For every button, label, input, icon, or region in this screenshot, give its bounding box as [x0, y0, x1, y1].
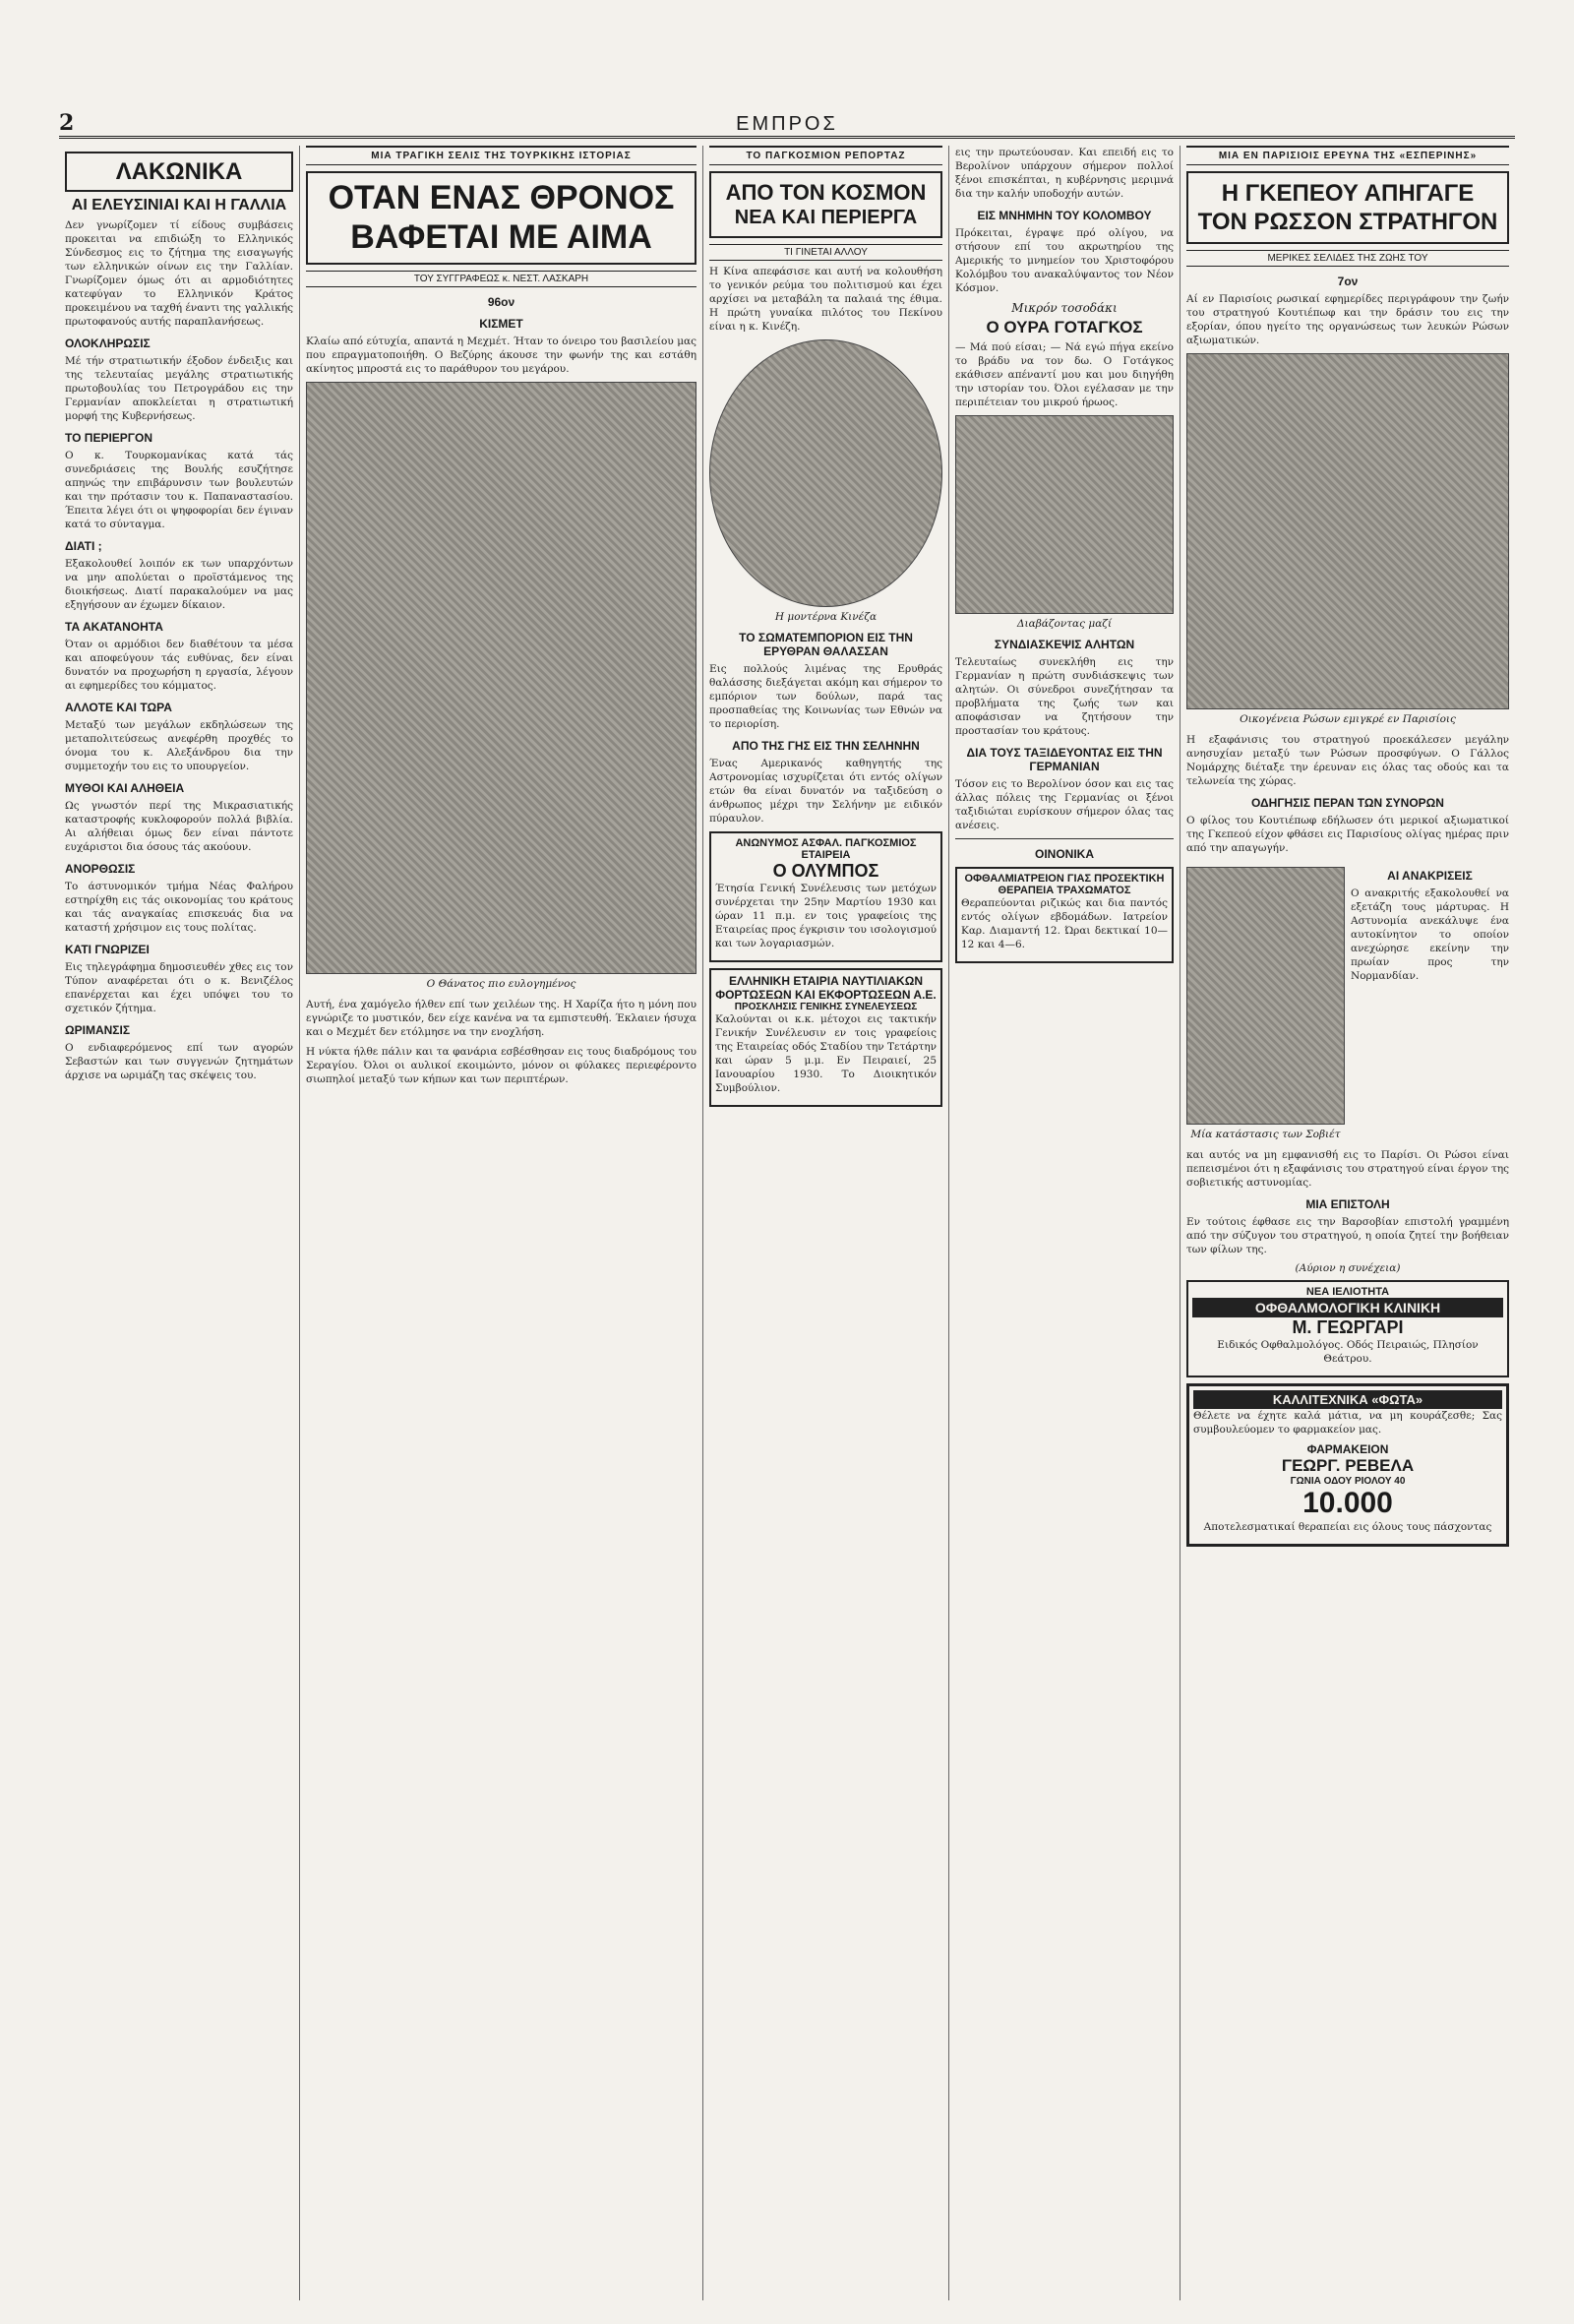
section-text: Εις τηλεγράφημα δημοσιευθέν χθες εις τον Τύπον αναφέρεται ότι ο κ. Βενιζέλος επανέρχεται και έχει υπόψει του το σχετικόν ζήτημα. — [65, 960, 293, 1014]
section-text: Ως γνωστόν περί της Μικρασιατικής καταστροφής κυκλοφορούν πολλά βιβλία. Αι αλήθειαι όμως δεν είναι πάντοτε ευχάριστοι δια όσους τάς ακούουν. — [65, 799, 293, 853]
installment-number: 96ον — [487, 295, 515, 310]
photo-row — [1186, 861, 1509, 1148]
section-heading: ΑΝΟΡΘΩΣΙΣ — [65, 861, 136, 876]
intro-text: Κλαίω από εύτυχία, απαντά η Μεχμέτ. Ήταν το όνειρο του βασιλείου μας που επραγματοποιήθη. Ο Βεζύρης άκουσε την φωνήν της και εστάθη ακίνητος μπροστά εις το παράθυρον του μεγάρου. — [306, 336, 696, 376]
headline-line-1: Η ΓΚΕΠΕΟΥ ΑΠΗΓΑΓΕ — [1221, 180, 1475, 207]
photo-caption: Ο Θάνατος πιο ευλογημένος — [426, 978, 576, 991]
article-text: Η νύκτα ήλθε πάλιν και τα φανάρια εσβέσθησαν εις τους διαδρόμους του Σεραγίου. Όλοι οι αυλικοί εκοιμώντο, μόνον οι φύλακες περιεφέροντο σιωπηλοί μεταξύ των κήπων και των περιπτέρων. — [306, 1046, 696, 1086]
notice-subtitle: ΠΡΟΣΚΛΗΣΙΣ ΓΕΝΙΚΗΣ ΣΥΝΕΛΕΥΣΕΩΣ — [734, 1002, 918, 1013]
article-text: Ένας Αμερικανός καθηγητής της Αστρονομίας ισχυρίζεται ότι εντός ολίγων ετών θα είναι δυνατόν να ταξιδεύση ο άνθρωπος μέχρι την Σελήνην με ειδικόν πύραυλον. — [709, 758, 942, 826]
lead-heading: ΑΙ ΕΛΕΥΣΙΝΙΑΙ ΚΑΙ Η ΓΑΛΛΙΑ — [71, 197, 287, 214]
article-text: Εις πολλούς λιμένας της Ερυθράς θαλάσσης διεξάγεται ακόμη και σήμερον το εμπόριον των δούλων, παρά τας προσπαθείας της Κοινωνίας των Εθνών να το περιορίση. — [709, 663, 942, 731]
newspaper-name: ΕΜΠΡΟΣ — [736, 113, 838, 135]
photo-caption: Μία κατάστασις των Σοβιέτ — [1190, 1129, 1341, 1141]
ad-text: Έτησία Γενική Συνέλευσις των μετόχων συνέρχεται την 25ην Μαρτίου 1930 και ώραν 11 π.μ. εν τοις γραφείοις της Εταιρείας προς έγκρισιν του ισολογισμού και των λογαριασμών. — [715, 883, 937, 950]
ad-label: ΟΙΝΟΝΙΚΑ — [1035, 846, 1094, 861]
column-paris-investigation — [1180, 146, 1515, 2300]
article-text: Αυτή, ένα χαμόγελο ήλθεν επί των χειλέων της. Η Χαρίζα ήτο η μόνη που εγνώριζε το μυστικόν, δεν είχε κανένα να τα εμπιστευθή. Έκλαιεν ήσυχα και ο Μεχμέτ δεν ετόλμησε να την ενοχλήση. — [306, 999, 696, 1039]
soviet-photo — [1186, 867, 1345, 1125]
ad-title: ΑΝΩΝΥΜΟΣ ΑΣΦΑΛ. ΠΑΓΚΟΣΜΙΟΣ ΕΤΑΙΡΕΙΑ — [735, 837, 917, 862]
sub-heading: ΟΔΗΓΗΣΙΣ ΠΕΡΑΝ ΤΩΝ ΣΥΝΟΡΩΝ — [1251, 796, 1444, 811]
headline-line-2: ΒΑΦΕΤΑΙ ΜΕ ΑΙΜΑ — [350, 217, 652, 256]
section-text: Ο ενδιαφερόμενος επί των αγορών Σεβαστών και των συγγενών ζητημάτων άρχισε να ωριμάζη τας σκέψεις του. — [65, 1041, 293, 1081]
headline-line-1: ΑΠΟ ΤΟΝ ΚΟΣΜΟΝ — [725, 180, 927, 205]
section-heading: ΤΑ ΑΚΑΤΑΝΟΗΤΑ — [65, 619, 163, 634]
ad-tagline: Αποτελεσματικαί θεραπείαι εις όλους τους πάσχοντας — [1203, 1521, 1492, 1534]
article-kicker: ΜΙΑ ΤΡΑΓΙΚΗ ΣΕΛΙΣ ΤΗΣ ΤΟΥΡΚΙΚΗΣ ΙΣΤΟΡΙΑΣ — [306, 146, 696, 165]
clinic-ad — [955, 867, 1174, 963]
sub-heading: ΤΟ ΣΩΜΑΤΕΜΠΟΡΙΟΝ ΕΙΣ ΤΗΝ ΕΡΥΘΡΑΝ ΘΑΛΑΣΣΑΝ — [739, 631, 913, 659]
side-text-wrap — [1351, 861, 1509, 1148]
notice-title: ΕΛΛΗΝΙΚΗ ΕΤΑΙΡΙΑ ΝΑΥΤΙΛΙΑΚΩΝ ΦΟΡΤΩΣΕΩΝ ΚΑΙ ΕΚΦΟΡΤΩΣΕΩΝ Α.Ε. — [715, 974, 937, 1003]
section-heading: ΤΟ ΠΕΡΙΕΡΓΟΝ — [65, 430, 153, 445]
photo-caption: Η μοντέρνα Κινέζα — [774, 611, 878, 624]
column-world-news — [703, 146, 949, 2300]
side-text: και αυτός να μη εμφανισθή εις το Παρίσι. Οι Ρώσοι είναι πεπεισμένοι ότι η εξαφάνισις του στρατηγού είναι έργον της σοβιετικής αστυνομίας. — [1186, 1149, 1509, 1190]
column-throne-story — [300, 146, 703, 2300]
section-text: Μέ τήν στρατιωτικήν έξοδον ένδειξις και της τελευταίας μεγάλης στρατιωτικής πρωτοβουλίας του Πετρογράδου εις την Γερμανίαν αποκλείεται η στρατιωτική μορφή της Κυβερνήσεως. — [65, 354, 293, 422]
ad-title: ΟΦΘΑΛΜΟΛΟΓΙΚΗ ΚΛΙΝΙΚΗ — [1192, 1298, 1503, 1317]
sub-heading: ΣΥΝΔΙΑΣΚΕΨΙΣ ΑΛΗΤΩΝ — [994, 637, 1135, 651]
sub-heading: ΑΠΟ ΤΗΣ ΓΗΣ ΕΙΣ ΤΗΝ ΣΕΛΗΝΗΝ — [732, 739, 920, 754]
section-text: Μεταξύ των μεγάλων εκδηλώσεων της μεταπολιτεύσεως ανεφέρθη προχθές το όνομα του κ. Αλεξάνδρου δια την συμμετοχήν του εις το υπουργείον. — [65, 718, 293, 772]
sub-heading: ΕΙΣ ΜΝΗΜΗΝ ΤΟΥ ΚΟΛΟΜΒΟΥ — [977, 209, 1152, 222]
continued-note: (Αύριον η συνέχεια) — [1295, 1262, 1401, 1275]
section-text: Εξακολουθεί λοιπόν εκ των υπαρχόντων να μην απολύεται ο προϊστάμενος της διοικήσεως. Διατί παρακαλούμεν να μας εξηγήσουν αν έχωμεν δίκαιον. — [65, 557, 293, 611]
section-title-box — [65, 152, 293, 192]
pharmacy-ad — [1186, 1383, 1509, 1547]
sub-heading: ΚΙΣΜΕΤ — [479, 317, 523, 332]
ophthalmology-ad — [1186, 1280, 1509, 1377]
article-text: Τόσον εις το Βερολίνον όσον και εις τας άλλας πόλεις της Γερμανίας οι ξένοι ταξιδιώται ευρίσκουν σήμερον όλας τας ανέσεις. — [955, 777, 1174, 831]
notice-text: Καλούνται οι κ.κ. μέτοχοι εις τακτικήν Γενικήν Συνέλευσιν εν τοις γραφείοις της Εταιρείας οδός Σταδίου την Τετάρτην και ώραν 5 μ.μ. Εν Πειραιεί, 25 Ιανουαρίου 1930. Το Διοικητικόν Συμβούλιον. — [715, 1013, 937, 1095]
pharmacy-name: ΓΕΩΡΓ. ΡΕΒΕΛΑ — [1281, 1456, 1415, 1476]
article-text: Πρόκειται, έγραψε πρό ολίγου, να στήσουν επί του ακρωτηρίου της Αμερικής το μνημείον του Χριστοφόρου Κολόμβου του ανακαλύψαντος τον Νέον Κόσμον. — [955, 227, 1174, 294]
article-text: Εν τούτοις έφθασε εις την Βαρσοβίαν επιστολή γραμμένη από την σύζυγον του στρατηγού, η οποία ζητεί την βοήθειαν των φίλων της. — [1186, 1216, 1509, 1256]
section-title: ΛΑΚΩΝΙΚΑ — [115, 158, 243, 185]
illustration-caption: Διαβάζοντας μαζί — [1016, 617, 1113, 630]
section-text: Όταν οι αρμόδιοι δεν διαθέτουν τα μέσα και αποφεύγουν τάς ευθύνας, δεν είναι δυνατόν να προχωρήση η εργασία, λέγουν αι εφημερίδες του κόμματος. — [65, 638, 293, 692]
pharmacy-address: ΓΩΝΙΑ ΟΔΟΥ ΡΙΟΛΟΥ 40 — [1290, 1476, 1406, 1488]
column-lakonika — [59, 146, 300, 2300]
photo-caption: Οικογένεια Ρώσων εμιγκρέ εν Παρισίοις — [1240, 713, 1456, 726]
headline-box — [306, 171, 696, 265]
page-number: 2 — [59, 110, 75, 136]
pharmacy-label: ΦΑΡΜΑΚΕΙΟΝ — [1306, 1442, 1389, 1457]
story-illustration — [955, 415, 1174, 614]
family-photo — [1186, 353, 1509, 709]
byline: ΜΕΡΙΚΕΣ ΣΕΛΙΔΕΣ ΤΗΣ ΖΩΗΣ ΤΟΥ — [1186, 250, 1509, 267]
article-text: Η εξαφάνισις του στρατηγού προεκάλεσεν μεγάλην ανησυχίαν μεταξύ των Ρώσων προσφύγων. Ο Γάλλος Νομάρχης διέταξε την έρευναν εις όλας τας οδούς και τα τελωνεία της χώρας. — [1186, 734, 1509, 788]
intro-text: Η Κίνα απεφάσισε και αυτή να κολουθήση το γενικόν ρεύμα του πολιτισμού και έχει αρχίσει να μεταβάλη τα παλαιά της έθιμα. Η πρώτη γυναίκα πιλότος του Πεκίνου είναι η κ. Κινέζη. — [709, 266, 942, 334]
portrait-photo — [709, 339, 942, 607]
ad-name: Ο ΟΛΥΜΠΟΣ — [772, 861, 879, 882]
big-number: 10.000 — [1302, 1487, 1393, 1520]
article-photo — [306, 382, 696, 974]
intro-text: Αί εν Παρισίοις ρωσικαί εφημερίδες περιγράφουν την ζωήν του στρατηγού Κουτιέπωφ και την δράσιν του εις την εξορίαν, όπου ηγείτο της οργανώσεως των λευκών Ρώσων αξιωματικών. — [1186, 293, 1509, 347]
headline-line-2: ΤΟΝ ΡΩΣΣΟΝ ΣΤΡΑΤΗΓΟΝ — [1197, 209, 1498, 236]
shipping-notice — [709, 968, 942, 1107]
article-kicker: ΜΙΑ ΕΝ ΠΑΡΙΣΙΟΙΣ ΕΡΕΥΝΑ ΤΗΣ «ΕΣΠΕΡΙΝΗΣ» — [1186, 146, 1509, 165]
divider — [955, 838, 1174, 839]
section-heading: ΔΙΑΤΙ ; — [65, 538, 102, 553]
article-text: Ο ανακριτής εξακολουθεί να εξετάζη τους μάρτυρας. Η Αστυνομία ανεκάλυψε ένα αυτοκίνητον το οποίον ανεχώρησε εκείνην την πρωίαν προς την Νορμανδίαν. — [1351, 887, 1509, 983]
section-text: Ο κ. Τουρκομανίκας κατά τάς συνεδριάσεις της Βουλής εσυζήτησε απηνώς την επιβάρυνσιν των βουλευτών και την πρότασιν του κ. Παπαναστασίου. Έπειτα λέγει ότι οι ψηφοφορίαι δεν έγιναν κατά το σύνταγμα. — [65, 449, 293, 530]
sub-heading: ΔΙΑ ΤΟΥΣ ΤΑΞΙΔΕΥΟΝΤΑΣ ΕΙΣ ΤΗΝ ΓΕΡΜΑΝΙΑΝ — [966, 745, 1163, 773]
ad-text: Θέλετε να έχητε καλά μάτια, να μη κουράζεσθε; Σας συμβουλεύομεν το φαρμακείον μας. — [1193, 1410, 1502, 1437]
section-heading: ΟΛΟΚΛΗΡΩΣΙΣ — [65, 336, 151, 350]
headline-box — [709, 171, 942, 238]
insurance-ad — [709, 831, 942, 962]
sub-heading: ΜΙΑ ΕΠΙΣΤΟΛΗ — [1305, 1197, 1390, 1212]
section-heading: ΜΥΘΟΙ ΚΑΙ ΑΛΗΘΕΙΑ — [65, 780, 185, 795]
continued-text: εις την πρωτεύουσαν. Και επειδή εις το Βερολίνον υπάρχουν σήμερον πολλοί ξένοι επισκέπται, η κυβέρνησις μεριμνά δια την καλήν υποδοχήν αυτών. — [955, 147, 1174, 200]
byline: ΤΟΥ ΣΥΓΓΡΑΦΕΩΣ κ. ΝΕΣΤ. ΛΑΣΚΑΡΗ — [306, 271, 696, 287]
article-text: Τελευταίως συνεκλήθη εις την Γερμανίαν η πρώτη συνδιάσκεψις των αλητών. Οι σύνεδροι συνεζήτησαν τα προβλήματα της ζωής των και αποφάσισαν να ζητήσουν την προστασίαν του κράτους. — [955, 655, 1174, 737]
section-text: Το άστυνομικόν τμήμα Νέας Φαλήρου εστηρίχθη εις τάς οικονομίας του κράτους και τάς αναγκαίας επισκευάς δια να καταστή χρήσιμον εις τους πολίτας. — [65, 880, 293, 934]
ad-title: ΟΦΘΑΛΜΙΑΤΡΕΙΟΝ ΓΙΑΣ ΠΡΟΣΕΚΤΙΚΗ ΘΕΡΑΠΕΙΑ ΤΡΑΧΩΜΑΤΟΣ — [964, 872, 1165, 896]
headline-box — [1186, 171, 1509, 244]
installment-number: 7ον — [1337, 275, 1359, 289]
column-miscellany — [949, 146, 1180, 2300]
article-kicker: ΤΟ ΠΑΓΚΟΣΜΙΟΝ ΡΕΠΟΡΤΑΖ — [709, 146, 942, 165]
section-heading: ΚΑΤΙ ΓΝΩΡΙΖΕΙ — [65, 942, 150, 956]
headline-line-1: ΟΤΑΝ ΕΝΑΣ ΘΡΟΝΟΣ — [328, 179, 675, 216]
story-text: — Μά πού είσαι; — Νά εγώ πήγα εκείνο το βράδυ να τον δω. Ο Γοτάγκος εκάθισεν απέναντί μου και μου διηγήθη την ιστορίαν του. Όλοι εγέλασαν με την περιπέτειαν του μικρού ήρωος. — [955, 340, 1174, 408]
ad-text: Θεραπεύονται ριζικώς και δια παντός εντός ολίγων εβδομάδων. Ιατρείον Καρ. Διαμαντή 12. Ώραι δεκτικαί 10—12 και 4—6. — [961, 896, 1168, 950]
ad-title: ΚΑΛΛΙΤΕΧΝΙΚΑ «ΦΩΤΑ» — [1193, 1390, 1502, 1409]
ad-text: Ειδικός Οφθαλμολόγος. Οδός Πειραιώς, Πλησίον Θεάτρου. — [1217, 1339, 1479, 1366]
ad-label: ΝΕΑ ΙΕΛΙΟΤΗΤΑ — [1305, 1286, 1390, 1299]
ad-name: Μ. ΓΕΩΡΓΑΡΙ — [1292, 1317, 1404, 1338]
byline: ΤΙ ΓΙΝΕΤΑΙ ΑΛΛΟΥ — [709, 244, 942, 261]
photo2-wrap — [1186, 861, 1345, 1148]
story-label: Μικρόν τοσοδάκι — [1011, 301, 1118, 315]
section-heading: ΩΡΙΜΑΝΣΙΣ — [65, 1022, 131, 1037]
sub-heading: ΑΙ ΑΝΑΚΡΙΣΕΙΣ — [1387, 869, 1473, 884]
story-title: Ο ΟΥΡΑ ΓΟΤΑΓΚΟΣ — [986, 318, 1143, 336]
article-text: Ο φίλος του Κουτιέπωφ εδήλωσεν ότι μερικοί αξιωματικοί της Γκεπεού είχον φθάσει εις Παρισίους ολίγας ημέρας πριν από την απαγωγήν. — [1186, 815, 1509, 855]
headline-line-2: ΝΕΑ ΚΑΙ ΠΕΡΙΕΡΓΑ — [734, 207, 918, 229]
lead-text: Δεν γνωρίζομεν τί είδους συμβάσεις προκειται να επιδιώξη το Ελληνικός Σύνδεσμος εις το ζήτημα της εισαγωγής των ελληνικών οίνων εις την Γαλλίαν. Γνωρίζομεν όμως ότι αι αρμοδιότητες κατεφύγαν το Ελληνικόν Κράτος προκειμένου να ταχθή έναντι της γαλλικής πρωτοφανούς αυτής παραπλανήσεως. — [65, 218, 293, 328]
masthead — [59, 110, 1515, 139]
section-heading: ΑΛΛΟΤΕ ΚΑΙ ΤΩΡΑ — [65, 700, 172, 714]
